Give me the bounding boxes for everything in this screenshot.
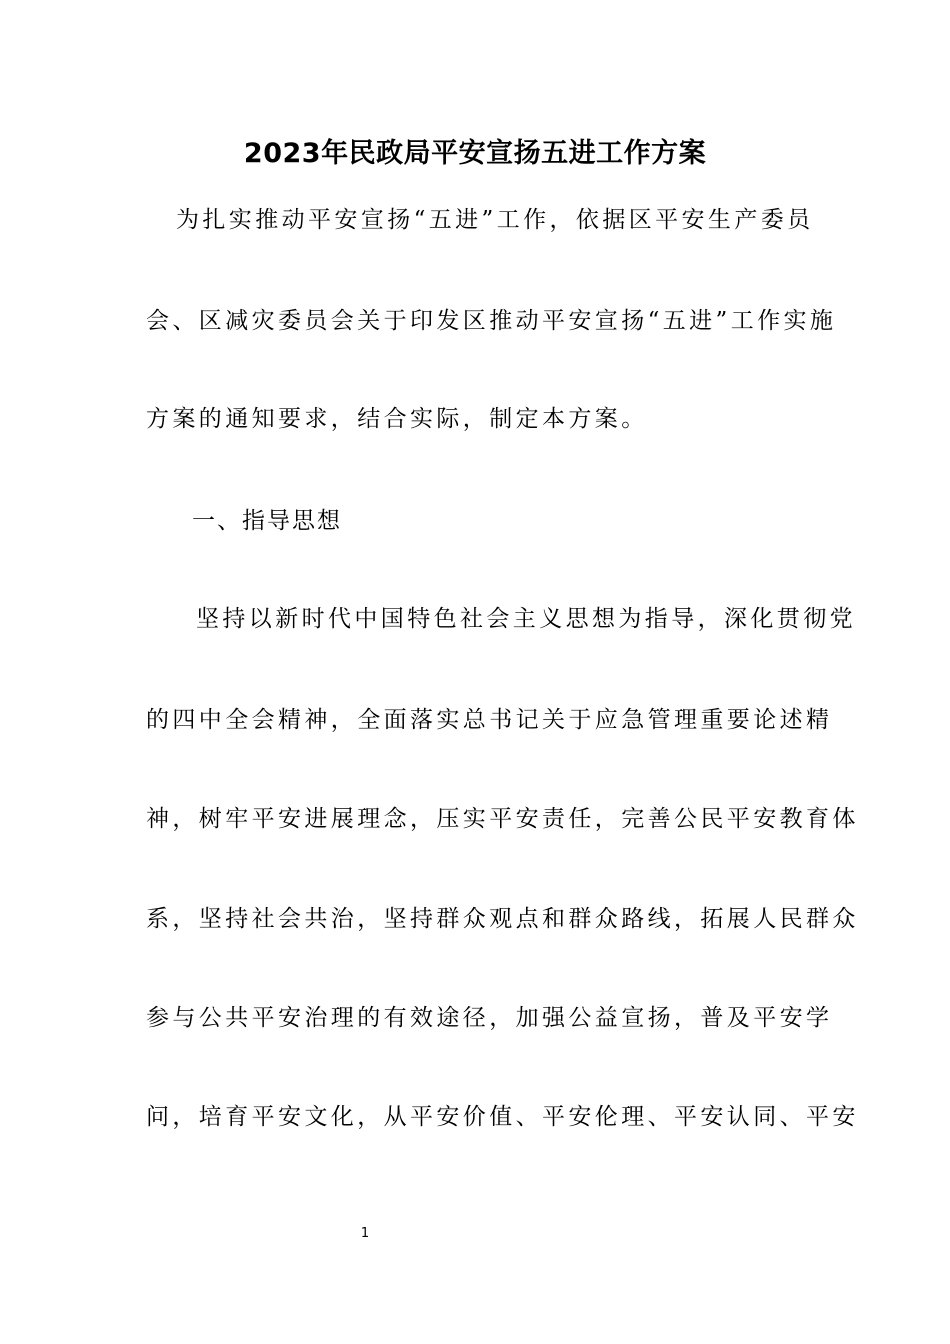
- page-title: 2023年民政局平安宣扬五进工作方案: [243, 138, 707, 169]
- intro-line-2: 会、区减灾委员会关于印发区推动平安宣扬“五进”工作实施: [146, 308, 837, 334]
- intro-line-1: 为扎实推动平安宣扬“五进”工作，依据区平安生产委员: [176, 207, 814, 233]
- body-line-3: 神，树牢平安进展理念，压实平安责任，完善公民平安教育体: [146, 806, 859, 832]
- section-heading: 一、指导思想: [192, 508, 342, 534]
- body-line-4: 系，坚持社会共治，坚持群众观点和群众路线，拓展人民群众: [146, 906, 859, 932]
- intro-line-3: 方案的通知要求，结合实际，制定本方案。: [146, 406, 648, 432]
- body-line-1: 坚持以新时代中国特色社会主义思想为指导，深化贯彻党: [196, 606, 856, 632]
- page-number: 1: [360, 1226, 370, 1241]
- body-line-6: 问，培育平安文化，从平安价值、平安伦理、平安认同、平安: [146, 1104, 859, 1130]
- body-line-5: 参与公共平安治理的有效途径，加强公益宣扬，普及平安学: [146, 1005, 833, 1031]
- body-line-2: 的四中全会精神，全面落实总书记关于应急管理重要论述精: [146, 707, 833, 733]
